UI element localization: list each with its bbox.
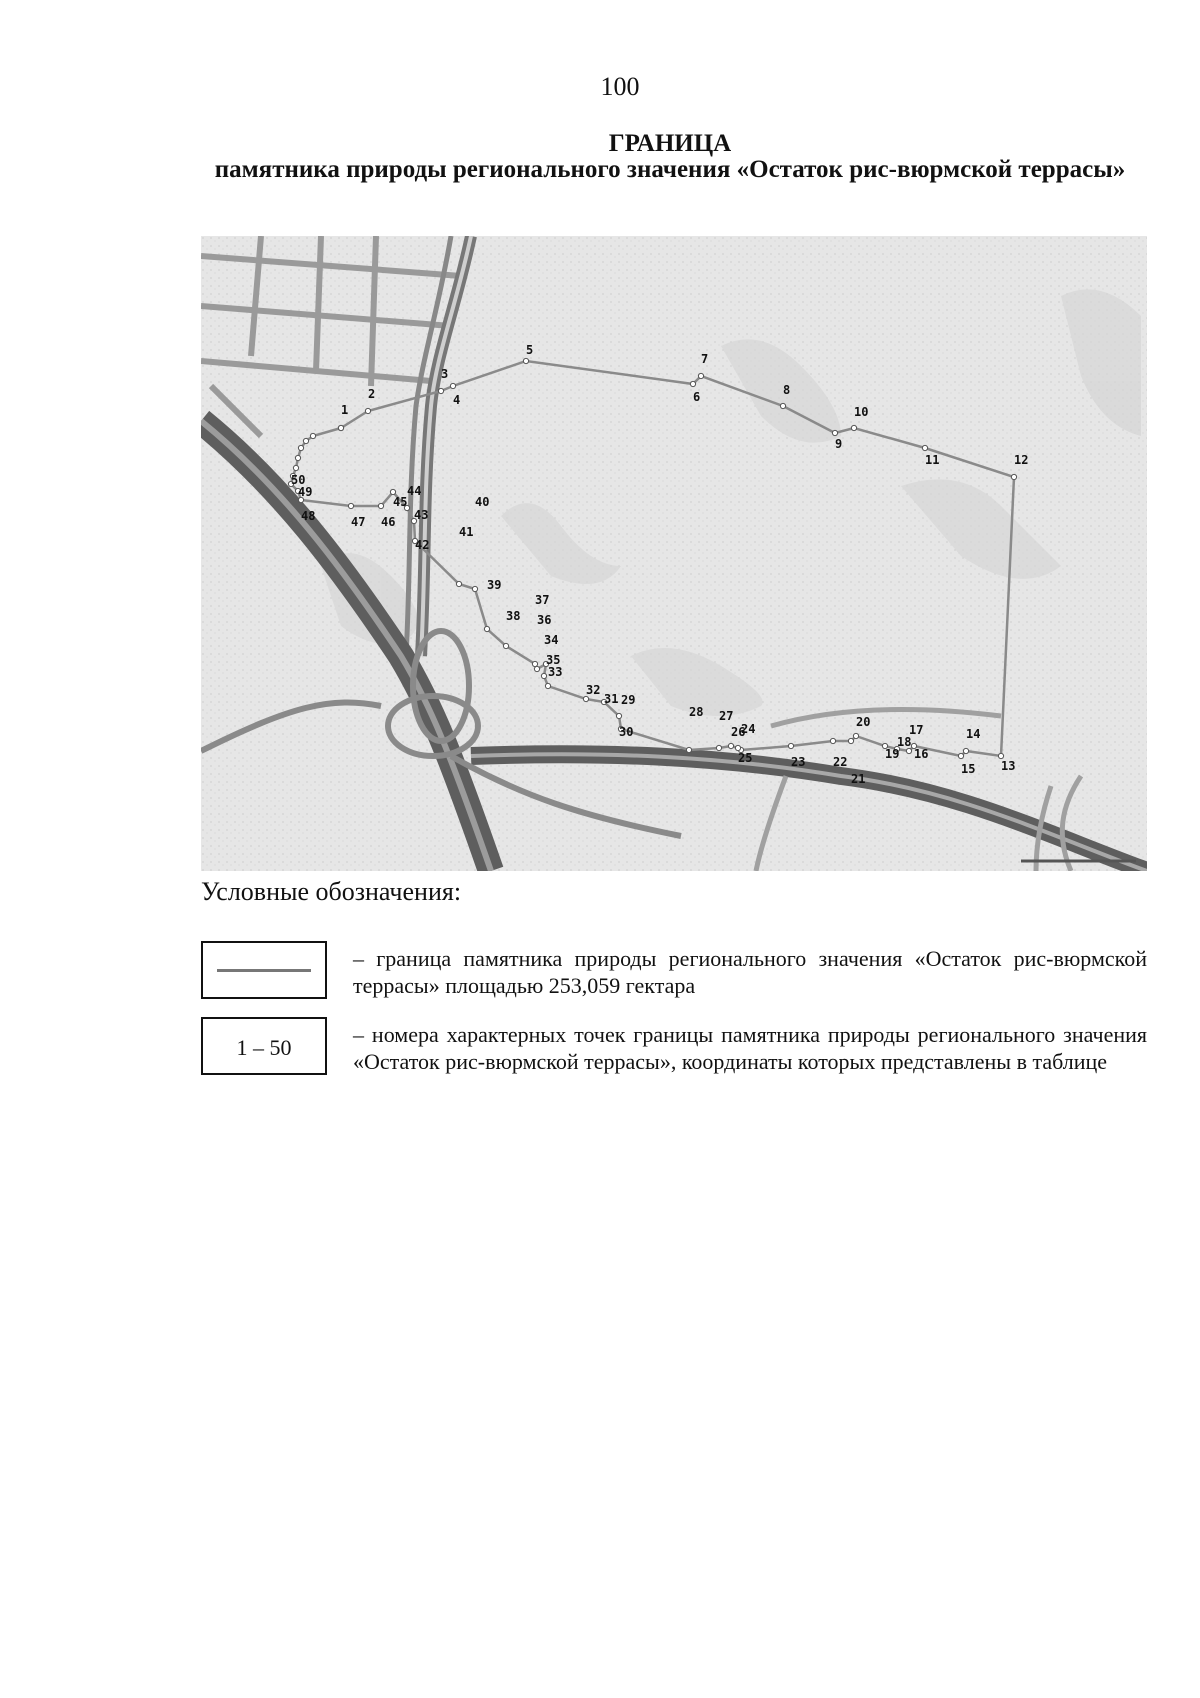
boundary-vertex — [698, 373, 703, 378]
boundary-vertex — [830, 738, 835, 743]
legend-symbol-boundary — [201, 941, 327, 999]
boundary-vertex — [484, 626, 489, 631]
boundary-vertex — [832, 430, 837, 435]
point-label-13: 13 — [1001, 759, 1016, 773]
boundary-vertex — [450, 383, 455, 388]
boundary-vertex — [735, 745, 740, 750]
point-label-49: 49 — [298, 485, 313, 499]
boundary-vertex — [851, 425, 856, 430]
boundary-vertex — [438, 388, 443, 393]
boundary-vertex — [958, 753, 963, 758]
legend-item-points — [201, 1017, 1147, 1107]
boundary-vertex — [523, 358, 528, 363]
boundary-vertex — [532, 661, 537, 666]
point-label-6: 6 — [693, 390, 701, 404]
point-label-5: 5 — [526, 343, 534, 357]
title-line-2: памятника природы регионального значения «Остаток рис-вюрмской террасы» — [214, 156, 1126, 183]
boundary-vertex — [338, 425, 343, 430]
point-label-36: 36 — [537, 613, 552, 627]
point-label-40: 40 — [475, 495, 490, 509]
boundary-vertex — [616, 713, 621, 718]
boundary-vertex — [690, 381, 695, 386]
point-label-25: 25 — [738, 751, 753, 765]
point-label-43: 43 — [414, 508, 429, 522]
boundary-vertex — [472, 586, 477, 591]
point-label-16: 16 — [914, 747, 929, 761]
boundary-vertex — [906, 748, 911, 753]
point-label-28: 28 — [689, 705, 704, 719]
page-number: 100 — [600, 72, 640, 101]
point-label-30: 30 — [619, 725, 634, 739]
point-label-41: 41 — [459, 525, 474, 539]
point-label-29: 29 — [621, 693, 636, 707]
point-label-21: 21 — [851, 772, 866, 786]
point-label-9: 9 — [835, 437, 843, 451]
boundary-vertex — [541, 673, 546, 678]
boundary-vertex — [295, 455, 300, 460]
point-label-50: 50 — [291, 473, 306, 487]
boundary-vertex — [848, 738, 853, 743]
point-label-45: 45 — [393, 495, 408, 509]
point-label-34: 34 — [544, 633, 559, 647]
point-label-4: 4 — [453, 393, 461, 407]
point-label-11: 11 — [925, 453, 940, 467]
point-label-7: 7 — [701, 352, 709, 366]
point-label-24: 24 — [741, 722, 756, 736]
boundary-vertex — [456, 581, 461, 586]
boundary-vertex — [378, 503, 383, 508]
point-label-27: 27 — [719, 709, 734, 723]
page-title — [200, 131, 1140, 183]
point-label-19: 19 — [885, 747, 900, 761]
point-label-31: 31 — [604, 692, 619, 706]
point-label-15: 15 — [961, 762, 976, 776]
boundary-vertex — [298, 445, 303, 450]
boundary-vertex — [390, 489, 395, 494]
point-label-10: 10 — [854, 405, 869, 419]
legend-text-boundary: – граница памятника природы регионального значения «Остаток рис-вюрмской террасы» площадью 253,059 гектара — [353, 946, 1147, 998]
point-label-35: 35 — [546, 653, 561, 667]
boundary-vertex — [503, 643, 508, 648]
point-label-20: 20 — [856, 715, 871, 729]
boundary-vertex — [583, 696, 588, 701]
boundary-vertex — [998, 753, 1003, 758]
boundary-vertex — [686, 747, 691, 752]
point-label-32: 32 — [586, 683, 601, 697]
title-line-1: ГРАНИЦА — [608, 130, 732, 157]
boundary-vertex — [716, 745, 721, 750]
point-label-47: 47 — [351, 515, 366, 529]
boundary-vertex — [545, 683, 550, 688]
legend-symbol-points — [201, 1017, 327, 1075]
point-label-26: 26 — [731, 725, 746, 739]
boundary-vertex — [788, 743, 793, 748]
boundary-vertex — [303, 438, 308, 443]
point-label-22: 22 — [833, 755, 848, 769]
boundary-vertex — [1011, 474, 1016, 479]
point-label-46: 46 — [381, 515, 396, 529]
legend-points-range: 1 – 50 — [236, 1035, 292, 1060]
boundary-vertex — [963, 748, 968, 753]
point-label-23: 23 — [791, 755, 806, 769]
boundary-map — [201, 236, 1147, 871]
point-label-18: 18 — [897, 735, 912, 749]
point-label-3: 3 — [441, 367, 449, 381]
legend-item-boundary — [201, 941, 1147, 1001]
point-label-14: 14 — [966, 727, 981, 741]
boundary-vertex — [310, 433, 315, 438]
point-label-8: 8 — [783, 383, 791, 397]
boundary-vertex — [534, 666, 539, 671]
boundary-vertex — [780, 403, 785, 408]
boundary-vertex — [293, 465, 298, 470]
point-label-42: 42 — [415, 538, 430, 552]
point-label-33: 33 — [548, 665, 563, 679]
boundary-vertex — [348, 503, 353, 508]
point-label-12: 12 — [1014, 453, 1029, 467]
point-label-39: 39 — [487, 578, 502, 592]
point-label-1: 1 — [341, 403, 349, 417]
point-label-48: 48 — [301, 509, 316, 523]
legend-line-sample — [217, 969, 311, 972]
point-label-17: 17 — [909, 723, 924, 737]
boundary-vertex — [853, 733, 858, 738]
point-label-38: 38 — [506, 609, 521, 623]
boundary-vertex — [922, 445, 927, 450]
legend-text-points: – номера характерных точек границы памятника природы регионального значения «Остаток рис-вюрмской террасы», координаты которых представлены в таблице — [353, 1022, 1147, 1074]
point-label-44: 44 — [407, 484, 422, 498]
point-label-2: 2 — [368, 387, 376, 401]
legend-heading: Условные обозначения: — [201, 877, 462, 906]
map-canvas — [201, 236, 1147, 871]
boundary-vertex — [728, 743, 733, 748]
boundary-vertex — [365, 408, 370, 413]
point-label-37: 37 — [535, 593, 550, 607]
